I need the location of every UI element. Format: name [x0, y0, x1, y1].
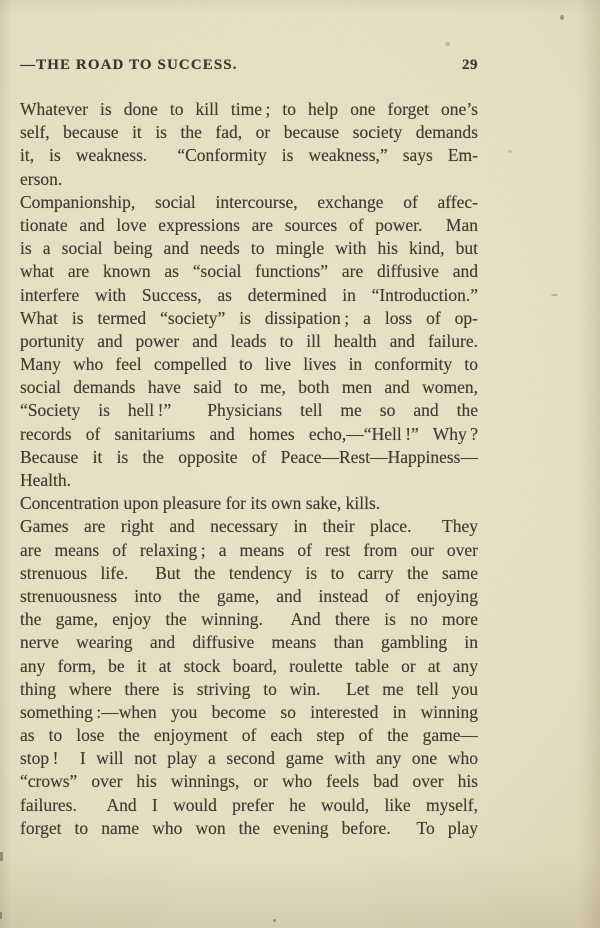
text-line: Games are right and necessary in their place. They [20, 516, 478, 537]
paper-speck [551, 294, 558, 296]
paper-speck [560, 15, 564, 20]
running-header-title: —THE ROAD TO SUCCESS. [20, 57, 238, 73]
text-line: as to lose the enjoyment of each step of the game— [20, 725, 478, 746]
paragraph [20, 191, 478, 492]
text-line: stop ! I will not play a second game with any one who [20, 748, 478, 769]
text-line: strenuous life. But the tendency is to carry the same [20, 562, 478, 583]
text-line: nerve wearing and diffusive means than gambling in [20, 632, 478, 653]
text-line: strenuousness into the game, and instead of enjoying [20, 585, 478, 606]
text-line: are means of relaxing ; a means of rest from our over [20, 539, 478, 560]
text-body [20, 98, 478, 840]
text-line: Health. [20, 470, 72, 490]
text-line: is a social being and needs to mingle with his kind, but [20, 238, 478, 259]
paper-speck [508, 150, 512, 153]
text-line: something :—when you become so interested in winning [20, 701, 478, 722]
text-line: Whatever is done to kill time ; to help one forget one’s [20, 99, 478, 119]
page-content [20, 57, 478, 840]
page-edge-mark [0, 852, 3, 861]
text-line: failures. And I would prefer he would, like myself, [20, 794, 478, 815]
text-line: What is termed “society” is dissipation ; a loss of op- [20, 307, 478, 328]
text-line: the game, enjoy the winning. And there is no more [20, 609, 478, 630]
text-line: Companionship, social intercourse, exchange of affec- [20, 191, 478, 212]
text-line: any form, be it at stock board, roulette table or at any [20, 655, 478, 676]
text-line: it, is weakness. “Conformity is weakness,” says Em- [20, 145, 478, 166]
running-header [20, 57, 478, 74]
paper-speck [445, 42, 450, 46]
page-edge-mark [0, 912, 2, 919]
page-number: 29 [462, 57, 478, 73]
text-line: erson. [20, 168, 63, 189]
text-line: tionate and love expressions are sources of power. Man [20, 214, 478, 235]
paragraph [20, 515, 478, 840]
text-line: records of sanitariums and homes echo,—“Hell !” Why ? [20, 423, 478, 444]
text-line: social demands have said to me, both men and women, [20, 377, 478, 398]
text-line: forget to name who won the evening before. To play [20, 817, 478, 838]
text-line: “Society is hell !” Physicians tell me so and the [20, 400, 478, 421]
text-line: Many who feel compelled to live lives in conformity to [20, 354, 478, 375]
paper-speck [273, 919, 276, 922]
text-line: thing where there is striving to win. Let me tell you [20, 678, 478, 699]
text-line: self, because it is the fad, or because society demands [20, 122, 478, 143]
paragraph [20, 98, 478, 191]
text-line: “crows” over his winnings, or who feels bad over his [20, 771, 478, 792]
text-line: interfere with Success, as determined in “Introduction.” [20, 284, 478, 305]
text-line: what are known as “social functions” are diffusive and [20, 261, 478, 282]
paragraph [20, 492, 478, 515]
text-line: Because it is the opposite of Peace—Rest—Happiness— [20, 446, 478, 467]
text-line: Concentration upon pleasure for its own sake, kills. [20, 493, 381, 514]
text-line: portunity and power and leads to ill health and failure. [20, 330, 478, 351]
